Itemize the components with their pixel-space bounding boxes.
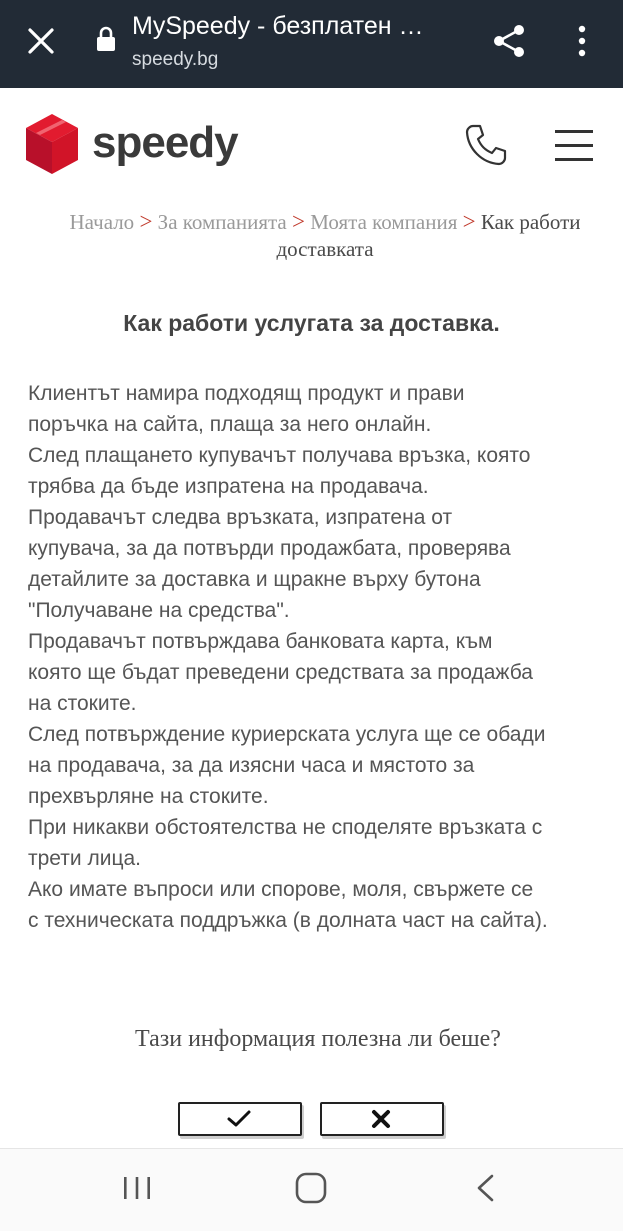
body-line: на продавача, за да изясни часа и мястото за xyxy=(28,754,475,777)
feedback-yes-button[interactable] xyxy=(178,1102,302,1136)
body-line: Ако имате въпроси или спорове, моля, свържете се xyxy=(28,878,534,901)
close-icon[interactable] xyxy=(26,26,56,56)
article-body xyxy=(28,378,608,936)
page-url[interactable]: speedy.bg xyxy=(132,49,219,70)
share-icon[interactable] xyxy=(490,22,528,60)
body-line: трети лица. xyxy=(28,847,141,870)
breadcrumb xyxy=(40,208,610,263)
breadcrumb-separator: > xyxy=(462,209,476,234)
body-line: Клиентът намира подходящ продукт и прави xyxy=(28,382,465,405)
recent-apps-icon[interactable] xyxy=(122,1175,152,1201)
body-line: Продавачът потвърждава банковата карта, към xyxy=(28,630,493,653)
breadcrumb-separator: > xyxy=(292,209,305,234)
feedback-question: Тази информация полезна ли беше? xyxy=(135,1026,501,1052)
phone-icon[interactable] xyxy=(464,123,508,167)
body-line: След плащането купувачът получава връзка, която xyxy=(28,444,531,467)
article-heading: Как работи услугата за доставка. xyxy=(123,310,500,336)
system-navigation-bar xyxy=(0,1148,623,1231)
check-icon xyxy=(226,1109,252,1129)
back-icon[interactable] xyxy=(474,1173,496,1203)
more-options-icon[interactable] xyxy=(572,22,592,60)
logo-text[interactable]: speedy xyxy=(92,118,238,167)
body-line: трябва да бъде изпратена на продавача. xyxy=(28,475,429,498)
body-line: която ще бъдат преведени средствата за продажба xyxy=(28,661,533,684)
body-line: детайлите за доставка и щракне върху бутона xyxy=(28,568,481,591)
browser-toolbar xyxy=(0,0,623,88)
body-line: След потвърждение куриерската услуга ще се обади xyxy=(28,723,546,746)
body-line: поръчка на сайта, плаща за него онлайн. xyxy=(28,413,432,436)
body-line: на стоките. xyxy=(28,692,137,715)
breadcrumb-current: Как работи доставката xyxy=(276,210,581,261)
breadcrumb-company[interactable]: За компанията xyxy=(157,210,287,234)
speedy-logo-icon[interactable] xyxy=(24,112,80,176)
body-line: с техническата поддръжка (в долната част на сайта). xyxy=(28,909,548,932)
body-line: прехвърляне на стоките. xyxy=(28,785,269,808)
breadcrumb-separator: > xyxy=(139,209,153,234)
page-title: MySpeedy - безплатен … xyxy=(132,12,424,40)
lock-icon xyxy=(96,26,116,52)
breadcrumb-home[interactable]: Начало xyxy=(69,210,135,234)
breadcrumb-my-company[interactable]: Моята компания xyxy=(310,210,458,234)
body-line: Продавачът следва връзката, изпратена от xyxy=(28,506,453,529)
body-line: При никакви обстоятелства не споделяте връзката с xyxy=(28,816,543,839)
hamburger-menu-icon[interactable] xyxy=(553,128,595,164)
feedback-no-button[interactable] xyxy=(320,1102,444,1136)
body-line: "Получаване на средства". xyxy=(28,599,290,622)
home-icon[interactable] xyxy=(294,1171,328,1205)
body-line: купувача, за да потвърди продажбата, проверява xyxy=(28,537,511,560)
x-icon xyxy=(368,1109,394,1129)
